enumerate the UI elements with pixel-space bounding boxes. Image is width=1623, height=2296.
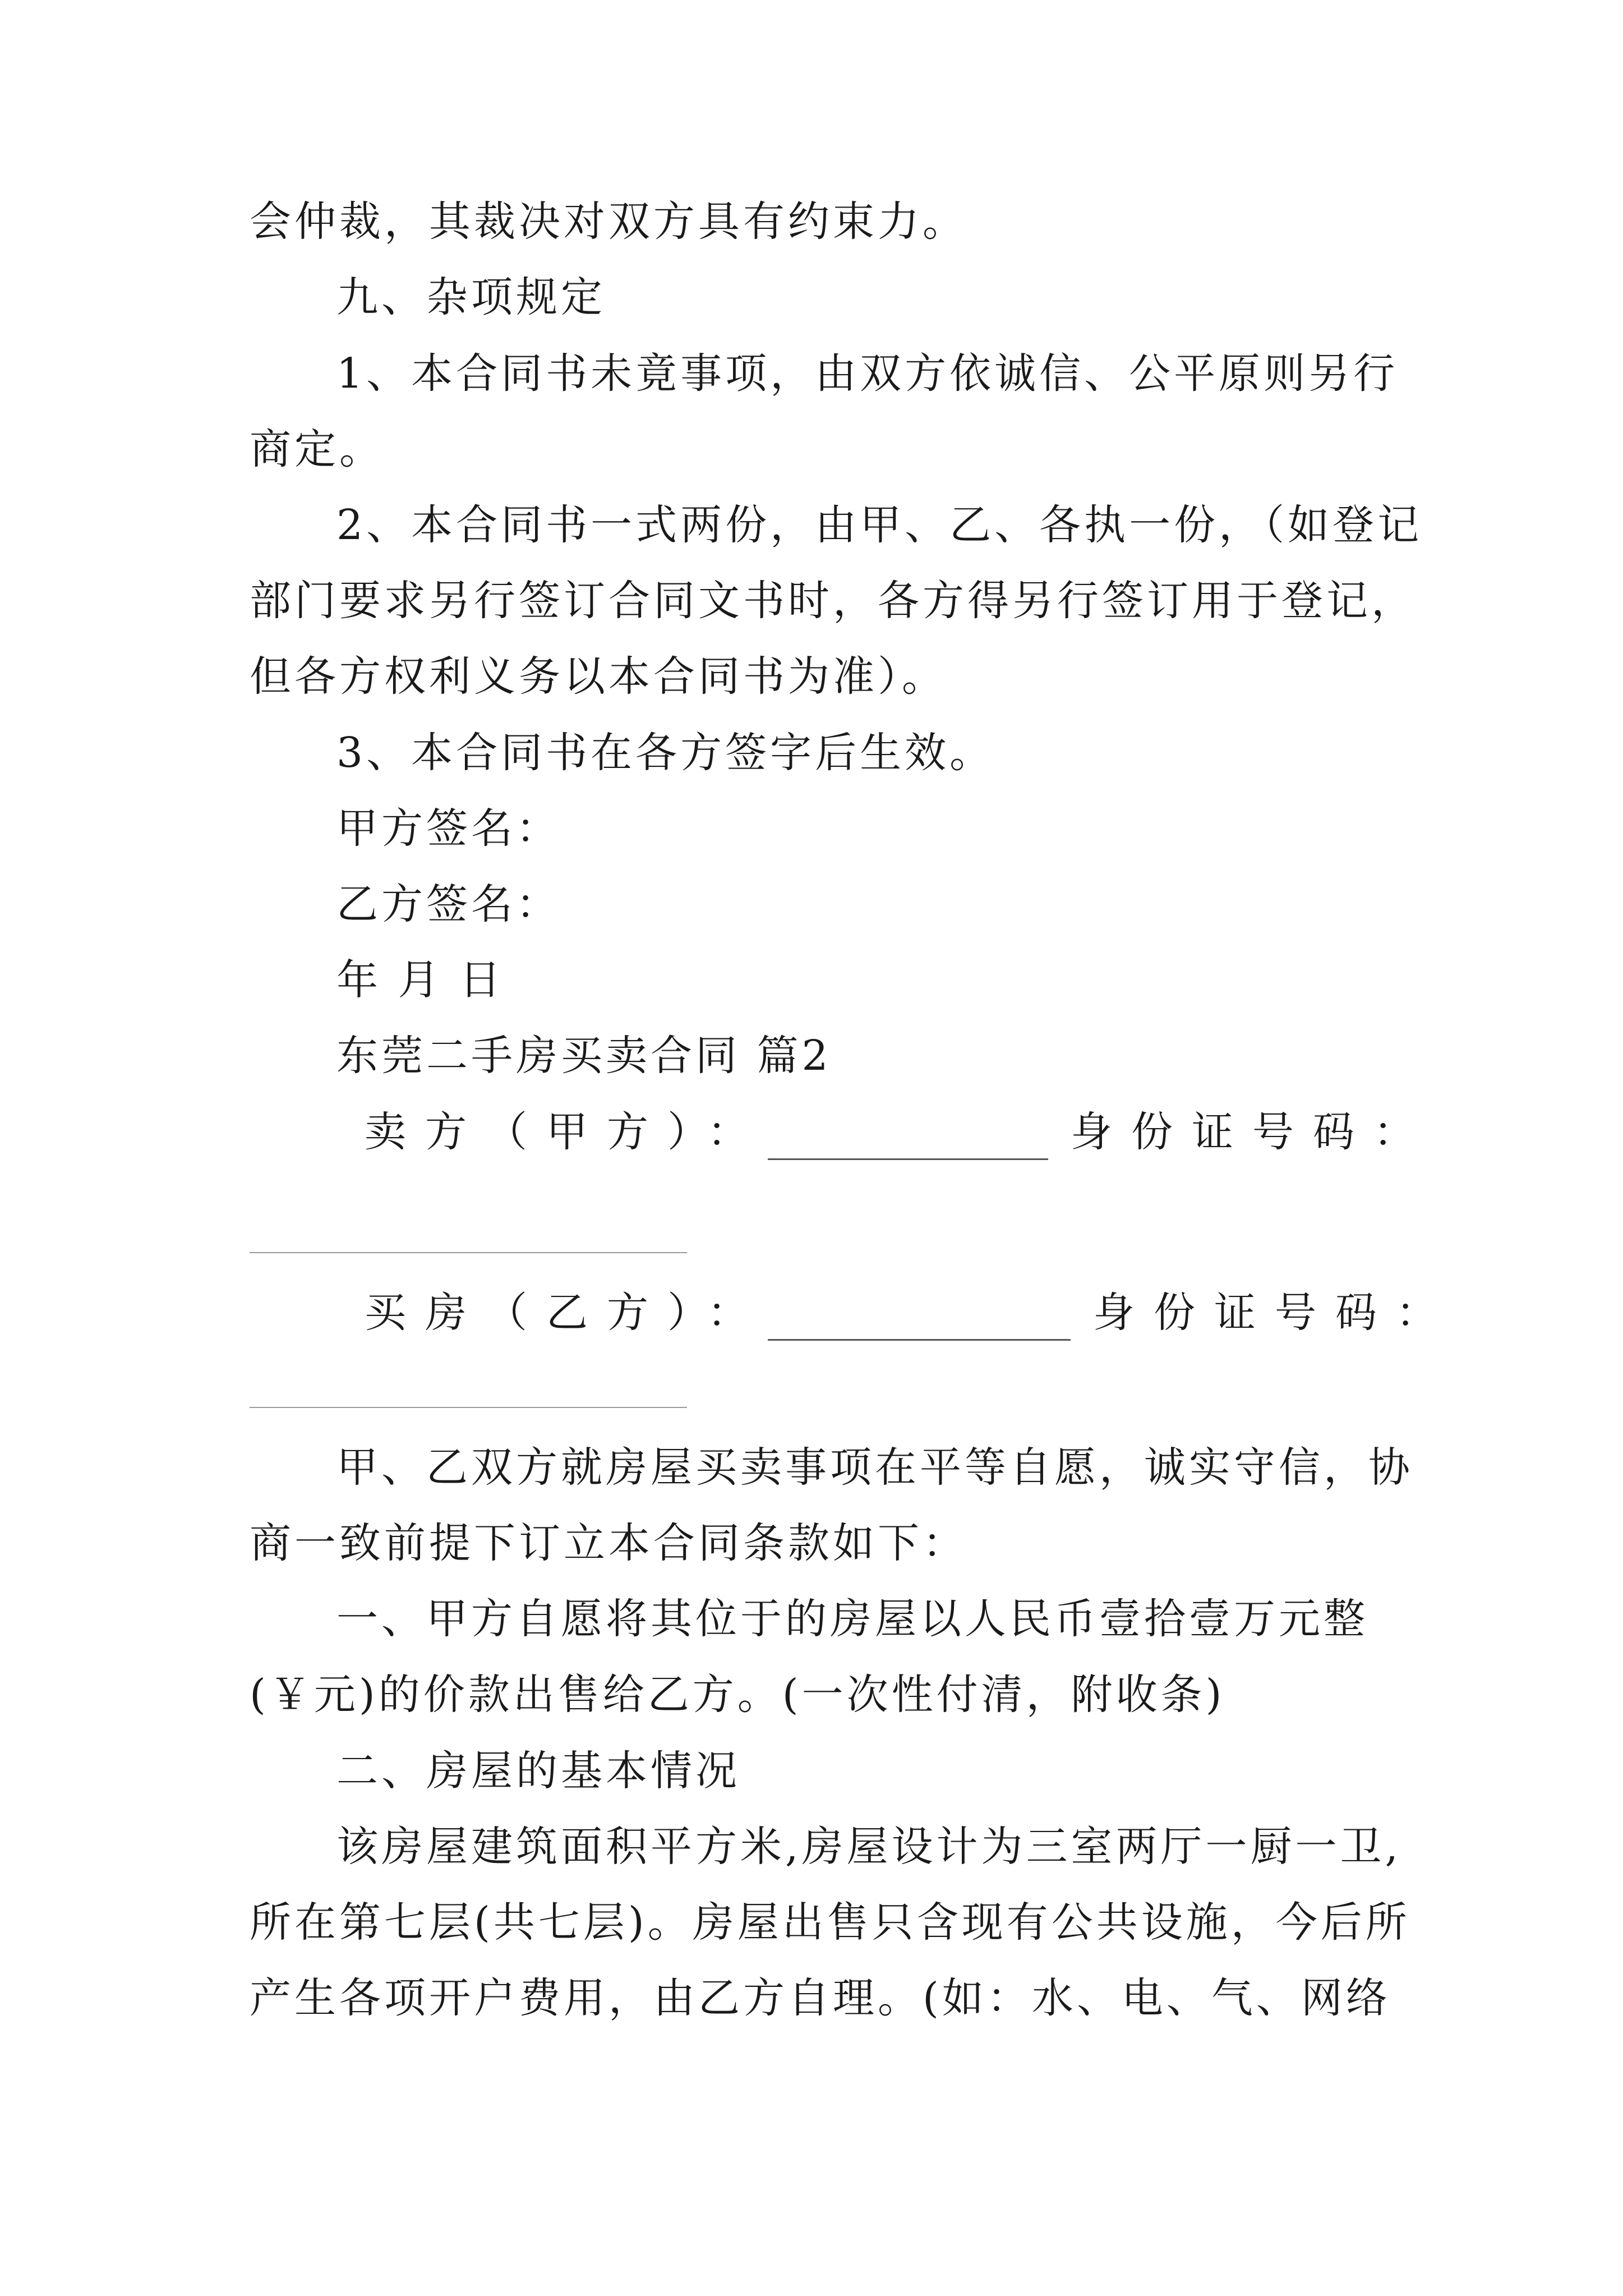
seller-id-blank[interactable] (250, 1252, 687, 1253)
section-heading: 九、杂项规定 (336, 273, 606, 321)
section-heading: 二、房屋的基本情况 (336, 1747, 740, 1795)
buyer-field (365, 1285, 1456, 1341)
text-line: 3、本合同书在各方签字后生效。 (336, 729, 995, 777)
buyer-name-blank[interactable] (768, 1300, 1071, 1341)
text-line: 但各方权利义务以本合同书为准）。 (250, 652, 947, 701)
text-line: 该房屋建筑面积平方米,房屋设计为三室两厅一厨一卫, (336, 1823, 1402, 1871)
text-line: 甲、乙双方就房屋买卖事项在平等自愿，诚实守信，协 (336, 1443, 1413, 1492)
text-line: 2、本合同书一式两份，由甲、乙、各执一份，（如登记 (336, 501, 1423, 549)
section-title: 东莞二手房买卖合同 篇2 (336, 1032, 832, 1080)
text-line: 1、本合同书未竟事项，由双方依诚信、公平原则另行 (336, 349, 1399, 398)
text-line: 会仲裁，其裁决对双方具有约束力。 (250, 197, 967, 246)
text-line: 部门要求另行签订合同文书时，各方得另行签订用于登记， (250, 577, 1416, 625)
text-line: 所在第七层(共七层)。房屋出售只含现有公共设施，今后所 (250, 1898, 1410, 1947)
seller-label: 卖方（甲方）： (365, 1108, 768, 1156)
seller-id-label: 身份证号码： (1071, 1108, 1434, 1156)
text-line: 商一致前提下订立本合同条款如下： (250, 1519, 967, 1567)
text-line: (￥元)的价款出售给乙方。(一次性付清，附收条) (250, 1671, 1225, 1719)
party-a-signature-label: 甲方签名： (336, 804, 561, 853)
buyer-label: 买房（乙方）： (365, 1289, 768, 1337)
seller-field (365, 1104, 1434, 1160)
text-line: 商定。 (250, 425, 384, 473)
seller-name-blank[interactable] (768, 1119, 1048, 1160)
party-b-signature-label: 乙方签名： (336, 880, 561, 928)
text-line: 一、甲方自愿将其位于的房屋以人民币壹拾壹万元整 (336, 1595, 1368, 1643)
text-line: 产生各项开户费用，由乙方自理。(如：水、电、气、网络 (250, 1974, 1391, 2022)
buyer-id-blank[interactable] (250, 1407, 687, 1408)
date-line: 年 月 日 (336, 956, 505, 1004)
buyer-id-label: 身份证号码： (1093, 1289, 1456, 1337)
